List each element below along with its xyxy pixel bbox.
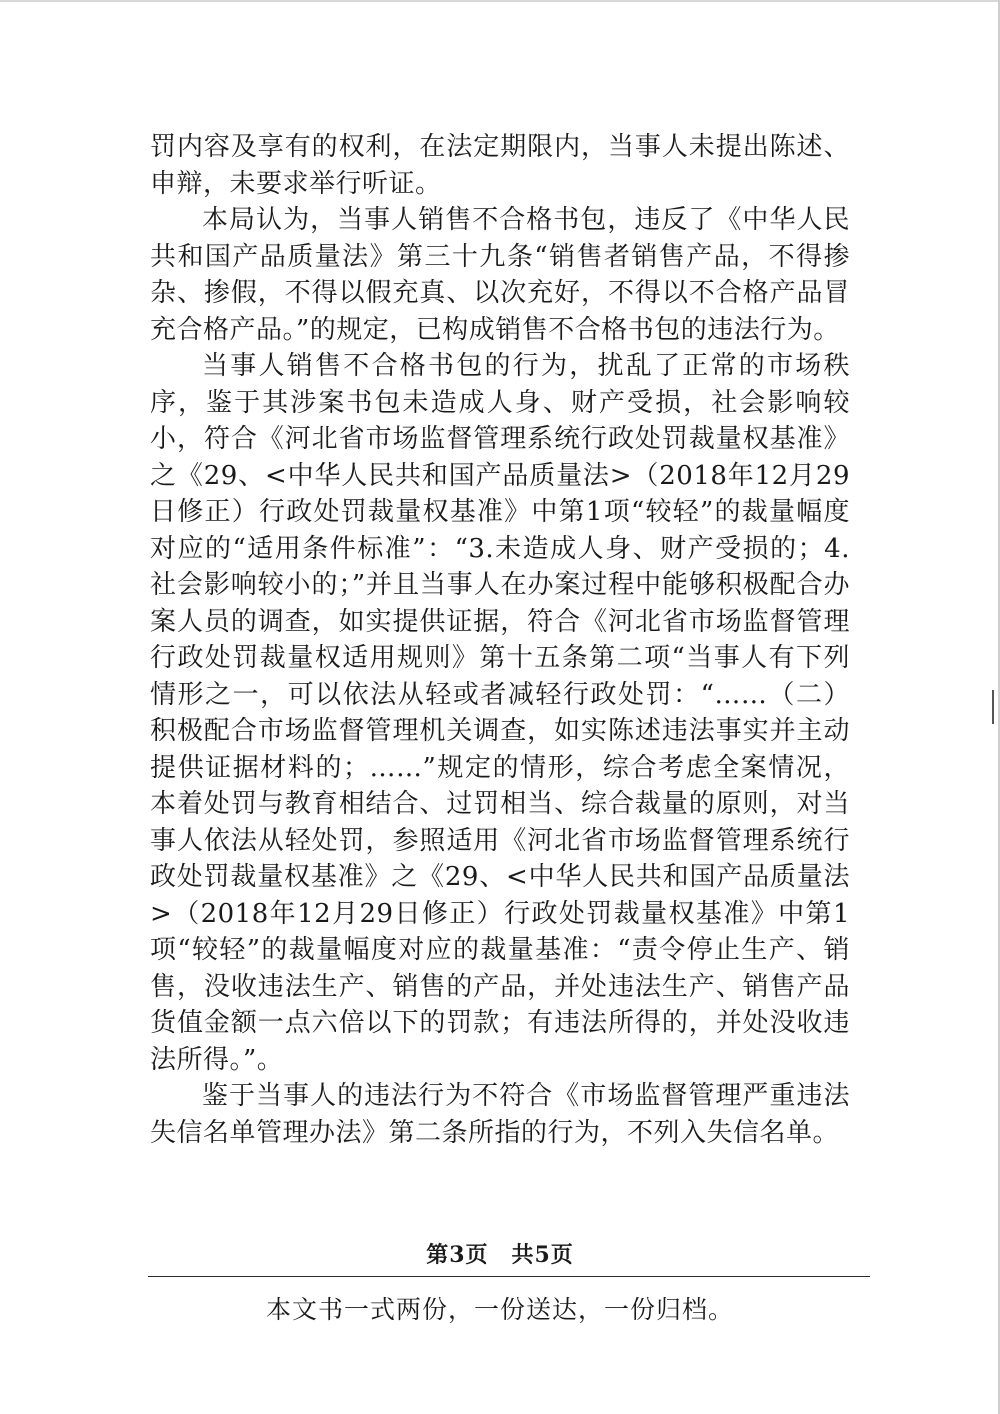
- footer-divider: [148, 1276, 870, 1277]
- scan-margin-mark: [986, 690, 994, 724]
- page-number: 第3页 共5页: [426, 1242, 574, 1268]
- paragraph-credit-list: 鉴于当事人的违法行为不符合《市场监督管理严重违法失信名单管理办法》第二条所指的行为，不列入失信名单。: [150, 1081, 850, 1148]
- scan-edge-top: [0, 0, 1000, 2]
- footer-note: 本文书一式两份，一份送达，一份归档。: [265, 1295, 734, 1324]
- paragraph-violation-finding: 本局认为，当事人销售不合格书包，违反了《中华人民共和国产品质量法》第三十九条“销售者销售产品，不得掺杂、掺假，不得以假充真、以次充好，不得以不合格产品冒充合格产品。”的规定，已构成销售不合格书包的违法行为。: [150, 205, 850, 345]
- document-body: [150, 129, 850, 1151]
- paragraph-continuation: 罚内容及享有的权利，在法定期限内，当事人未提出陈述、申辩，未要求举行听证。: [150, 132, 850, 199]
- paragraph-penalty-basis: 当事人销售不合格书包的行为，扰乱了正常的市场秩序，鉴于其涉案书包未造成人身、财产受损，社会影响较小，符合《河北省市场监督管理系统行政处罚裁量权基准》之《29、<中华人民共和国产品质量法>（2018年12月29日修正）行政处罚裁量权基准》中第1项“较轻”的裁量幅度对应的“适用条件标准”：“3.未造成人身、财产受损的；4.社会影响较小的；”并且当事人在办案过程中能够积极配合办案人员的调查，如实提供证据，符合《河北省市场监督管理行政处罚裁量权适用规则》第十五条第二项“当事人有下列情形之一，可以依法从轻或者减轻行政处罚：“……（二）积极配合市场监督管理机关调查，如实陈述违法事实并主动提供证据材料的；……”规定的情形，综合考虑全案情况，本着处罚与教育相结合、过罚相当、综合裁量的原则，对当事人依法从轻处罚，参照适用《河北省市场监督管理系统行政处罚裁量权基准》之《29、<中华人民共和国产品质量法>（2018年12月29日修正）行政处罚裁量权基准》中第1项“较轻”的裁量幅度对应的裁量基准：“责令停止生产、销售，没收违法生产、销售的产品，并处违法生产、销售产品货值金额一点六倍以下的罚款；有违法所得的，并处没收违法所得。”。: [150, 351, 850, 1075]
